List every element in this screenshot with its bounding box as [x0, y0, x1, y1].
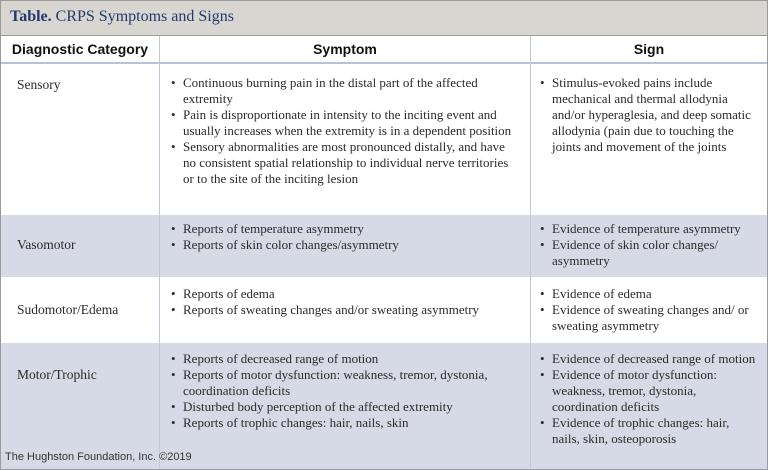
list-item: • Evidence of sweating changes and/ or sweating asymmetry — [540, 302, 760, 334]
category-label: Sudomotor/Edema — [17, 302, 119, 317]
symptom-list — [171, 221, 521, 253]
header-sign: Sign — [531, 36, 767, 64]
list-item: • Reports of sweating changes and/or sweating asymmetry — [171, 302, 521, 318]
title-prefix: Table. — [10, 8, 52, 25]
list-item: • Continuous burning pain in the distal part of the affected extremity — [171, 75, 521, 107]
list-item: • Reports of motor dysfunction: weakness, tremor, dystonia, coordination deficits — [171, 367, 521, 399]
list-item: • Reports of temperature asymmetry — [171, 221, 521, 237]
sign-list — [540, 221, 760, 269]
list-item: • Sensory abnormalities are most pronounced distally, and have no consistent spatial relationship to individual nerve territories or to the site of the inciting lesion — [171, 139, 521, 187]
column-divider — [159, 36, 160, 469]
list-item: • Evidence of decreased range of motion — [540, 351, 760, 367]
category-label: Sensory — [17, 77, 61, 92]
table-title — [10, 8, 234, 26]
column-divider — [530, 36, 531, 469]
list-item: • Disturbed body perception of the affected extremity — [171, 399, 521, 415]
list-item: • Reports of skin color changes/asymmetry — [171, 237, 521, 253]
symptom-list — [171, 75, 521, 187]
sign-list — [540, 75, 758, 155]
header-symptom: Symptom — [160, 36, 530, 64]
copyright-footer: The Hughston Foundation, Inc. ©2019 — [5, 451, 192, 463]
symptom-list — [171, 351, 521, 431]
symptom-list — [171, 286, 521, 318]
list-item: • Evidence of skin color changes/ asymmetry — [540, 237, 760, 269]
title-label: CRPS Symptoms and Signs — [51, 8, 234, 25]
list-item: • Evidence of trophic changes: hair, nails, skin, osteoporosis — [540, 415, 760, 447]
sign-list — [540, 286, 760, 334]
list-item: • Pain is disproportionate in intensity to the inciting event and usually increases when the extremity is in a dependent position — [171, 107, 521, 139]
list-item: • Reports of edema — [171, 286, 521, 302]
list-item: • Evidence of temperature asymmetry — [540, 221, 760, 237]
list-item: • Evidence of edema — [540, 286, 760, 302]
header-category: Diagnostic Category — [1, 36, 159, 64]
list-item: • Evidence of motor dysfunction: weakness, tremor, dystonia, coordination deficits — [540, 367, 760, 415]
list-item: • Reports of decreased range of motion — [171, 351, 521, 367]
category-label: Vasomotor — [17, 237, 76, 252]
table-title-bar — [1, 1, 767, 36]
list-item: • Stimulus-evoked pains include mechanical and thermal allodynia and/or hyperaglesia, and deep somatic allodynia (pain due to touching the joints and movement of the joints — [540, 75, 758, 155]
category-label: Motor/Trophic — [17, 367, 97, 382]
sign-list — [540, 351, 760, 447]
list-item: • Reports of trophic changes: hair, nails, skin — [171, 415, 521, 431]
